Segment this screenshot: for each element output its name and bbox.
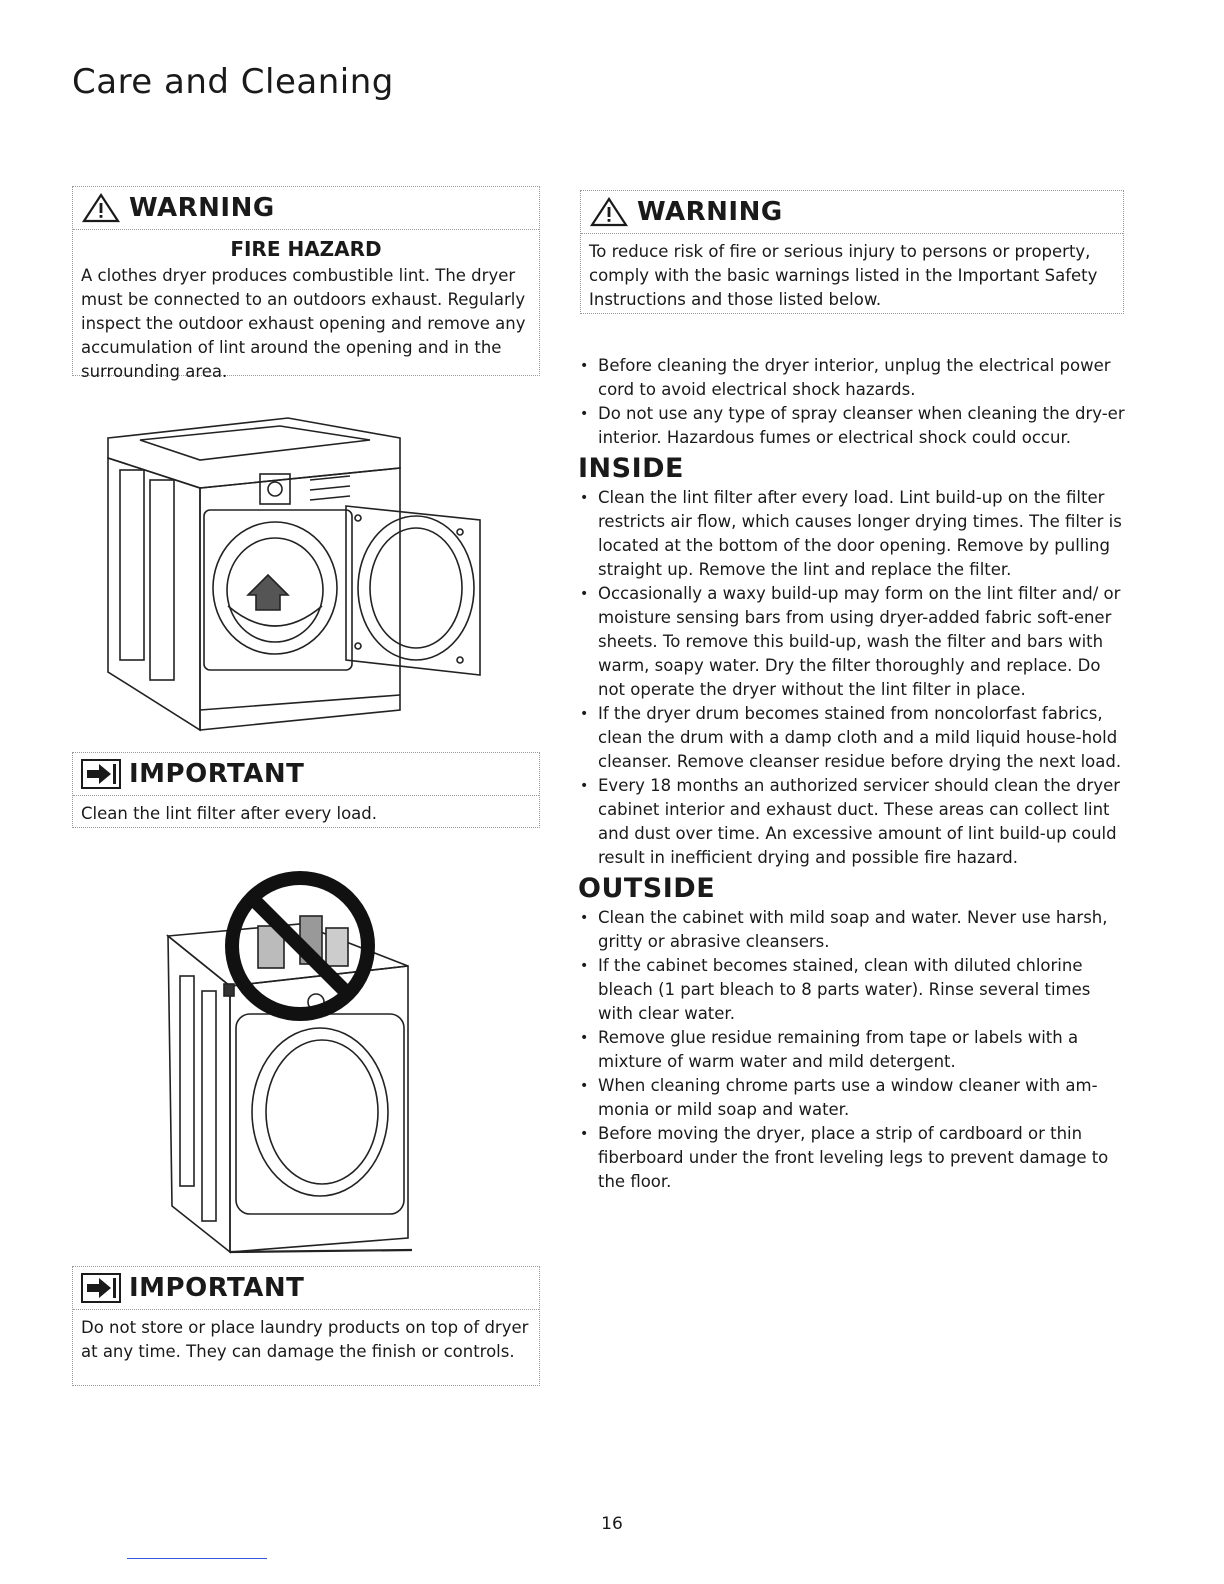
list-item: • Every 18 months an authorized servicer should clean the dryer cabinet interior and exhaust duct. These areas can collect lint and dust over time. An excessive amount of lint build-up could result in inefficient drying and possible fire hazard. (578, 774, 1130, 870)
important-header (73, 1267, 539, 1310)
warning-header (581, 191, 1123, 234)
warning-header (73, 187, 539, 230)
footer-rule (127, 1558, 267, 1559)
warning-triangle-icon (589, 196, 629, 228)
list-item: • If the cabinet becomes stained, clean with diluted chlorine bleach (1 part bleach to 8 parts water). Rinse several times with clear water. (578, 954, 1130, 1026)
fire-hazard-warning-box (72, 186, 540, 381)
inside-heading: INSIDE (578, 453, 684, 484)
arrow-right-icon (81, 759, 121, 789)
general-warning-box (580, 190, 1124, 314)
list-item: • Occasionally a waxy build-up may form on the lint filter and/ or moisture sensing bars from using dryer-added fabric soft-ener sheets. To remove this build-up, wash the filter and bars with warm, soapy water. Dry the filter thoroughly and replace. Do not operate the dryer without the lint filter in place. (578, 582, 1130, 702)
important-storage-text: Do not store or place laundry products on top of dryer at any time. They can damage the finish or controls. (81, 1318, 529, 1361)
general-warning-text: To reduce risk of fire or serious injury to persons or property, comply with the basic warnings listed in the Important Safety Instructions and those listed below. (589, 242, 1098, 309)
list-item: • Before moving the dryer, place a strip of cardboard or thin fiberboard under the front leveling legs to prevent damage to the floor. (578, 1122, 1130, 1194)
important-lint-text: Clean the lint filter after every load. (81, 804, 378, 823)
important-lint-box (72, 752, 540, 828)
fire-hazard-text: A clothes dryer produces combustible lint. The dryer must be connected to an outdoors exhaust. Regularly inspect the outdoor exhaust opening and remove any accumulation of lint around the opening and in the surrounding area. (81, 266, 526, 381)
list-item: • Clean the cabinet with mild soap and water. Never use harsh, gritty or abrasive cleansers. (578, 906, 1130, 954)
outside-bullet-list (578, 906, 1130, 1194)
dryer-no-products-illustration (150, 866, 420, 1256)
warning-body (73, 230, 539, 392)
page-number: 16 (601, 1514, 623, 1534)
fire-hazard-subheading: FIRE HAZARD (230, 237, 382, 261)
list-item: • When cleaning chrome parts use a window cleaner with am-monia or mild soap and water. (578, 1074, 1130, 1122)
care-instructions (578, 354, 1130, 1194)
list-item: • If the dryer drum becomes stained from noncolorfast fabrics, clean the drum with a damp cloth and a mild liquid house-hold cleanser. Remove cleanser residue before drying the next load. (578, 702, 1130, 774)
page-title: Care and Cleaning (72, 62, 394, 102)
important-storage-box (72, 1266, 540, 1386)
list-item: • Clean the lint filter after every load. Lint build-up on the filter restricts air flow, which causes longer drying times. The filter is located at the bottom of the door opening. Remove by pulling straight up. Remove the lint and replace the filter. (578, 486, 1130, 582)
inside-bullet-list (578, 486, 1130, 870)
warning-heading: WARNING (637, 197, 783, 227)
important-header (73, 753, 539, 796)
list-item: • Do not use any type of spray cleanser when cleaning the dry-er interior. Hazardous fumes or electrical shock could occur. (578, 402, 1130, 450)
general-bullet-list (578, 354, 1130, 450)
dryer-open-door-illustration (100, 410, 500, 740)
outside-heading: OUTSIDE (578, 873, 716, 904)
warning-triangle-icon (81, 192, 121, 224)
list-item: • Remove glue residue remaining from tape or labels with a mixture of warm water and mild detergent. (578, 1026, 1130, 1074)
warning-heading: WARNING (129, 193, 275, 223)
important-heading: IMPORTANT (129, 1273, 305, 1303)
list-item: • Before cleaning the dryer interior, unplug the electrical power cord to avoid electrical shock hazards. (578, 354, 1130, 402)
arrow-right-icon (81, 1273, 121, 1303)
important-heading: IMPORTANT (129, 759, 305, 789)
